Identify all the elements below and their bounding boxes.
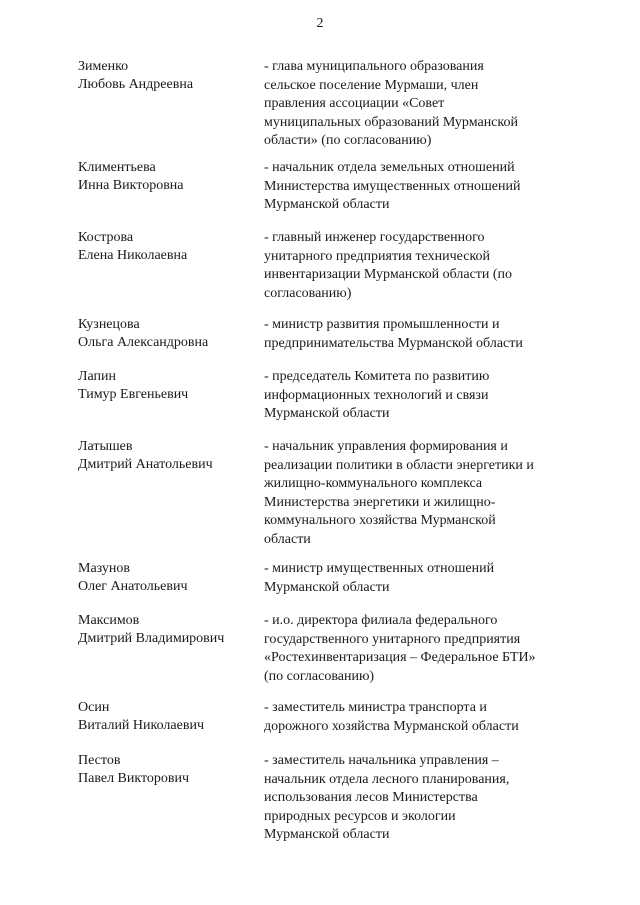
role-line: согласованию) — [264, 285, 352, 301]
role-line: Мурманской области — [264, 406, 390, 421]
role-line: - председатель Комитета по развитию — [264, 369, 490, 384]
role-line: - заместитель начальника управления – — [264, 753, 499, 768]
role-line: области — [264, 531, 311, 547]
member-given-names: Инна Викторовна — [78, 178, 184, 193]
role-line: - и.о. директора филиала федерального — [264, 613, 498, 628]
role-line: - министр имущественных отношений — [264, 561, 495, 576]
member-surname: Мазунов — [78, 561, 131, 576]
member-name — [78, 316, 256, 352]
member-given-names: Тимур Евгеньевич — [78, 387, 189, 402]
role-line: - начальник управления формирования и — [264, 439, 508, 454]
role-line: Министерства имущественных отношений — [264, 178, 521, 194]
member-role — [264, 612, 594, 686]
member-role — [264, 368, 594, 424]
role-line: государственного унитарного предприятия — [264, 631, 521, 647]
role-line: инвентаризации Мурманской области (по — [264, 267, 513, 282]
role-line: - министр развития промышленности и — [264, 317, 500, 332]
member-surname: Климентьева — [78, 160, 156, 175]
member-role — [264, 316, 594, 353]
role-line: Мурманской области — [264, 827, 390, 842]
member-name — [78, 159, 256, 195]
role-line: предпринимательства Мурманской области — [264, 335, 523, 351]
member-surname: Лапин — [78, 369, 117, 384]
role-line: Мурманской области — [264, 197, 390, 212]
member-surname: Максимов — [78, 613, 140, 628]
page-number: 2 — [316, 16, 324, 31]
member-name — [78, 438, 256, 474]
member-given-names: Ольга Александровна — [78, 335, 209, 350]
role-line: реализации политики в области энергетики и — [264, 457, 534, 473]
member-name — [78, 560, 256, 596]
member-name — [78, 58, 256, 94]
member-surname: Осин — [78, 700, 110, 715]
role-line: начальник отдела лесного планирования, — [264, 771, 510, 787]
member-surname: Пестов — [78, 753, 121, 768]
member-surname: Зименко — [78, 59, 129, 74]
member-name — [78, 229, 256, 265]
member-name — [78, 368, 256, 404]
member-role — [264, 560, 594, 597]
role-line: жилищно-коммунального комплекса — [264, 476, 483, 491]
member-given-names: Виталий Николаевич — [78, 718, 204, 733]
member-role — [264, 438, 594, 549]
member-name — [78, 699, 256, 735]
role-line: правления ассоциации «Совет — [264, 96, 445, 111]
role-line: информационных технологий и связи — [264, 387, 489, 403]
role-line: области» (по согласованию) — [264, 133, 432, 148]
role-line: «Ростехинвентаризация – Федеральное БТИ» — [264, 650, 536, 665]
member-given-names: Любовь Андреевна — [78, 77, 194, 92]
role-line: Мурманской области — [264, 579, 390, 595]
role-line: дорожного хозяйства Мурманской области — [264, 718, 519, 734]
role-line: использования лесов Министерства — [264, 790, 478, 805]
role-line: Министерства энергетики и жилищно- — [264, 494, 496, 510]
member-surname: Кострова — [78, 230, 134, 245]
role-line: (по согласованию) — [264, 668, 375, 684]
member-role — [264, 229, 594, 303]
member-given-names: Елена Николаевна — [78, 248, 188, 263]
member-given-names: Дмитрий Владимирович — [78, 631, 225, 646]
member-role — [264, 58, 594, 151]
member-surname: Латышев — [78, 439, 133, 454]
role-line: - главный инженер государственного — [264, 230, 485, 245]
member-name — [78, 612, 256, 648]
role-line: сельское поселение Мурмаши, член — [264, 77, 479, 93]
member-role — [264, 699, 594, 736]
role-line: муниципальных образований Мурманской — [264, 114, 518, 130]
member-surname: Кузнецова — [78, 317, 140, 332]
member-given-names: Олег Анатольевич — [78, 579, 188, 594]
member-role — [264, 159, 594, 215]
role-line: унитарного предприятия технической — [264, 248, 491, 264]
role-line: - заместитель министра транспорта и — [264, 700, 487, 715]
member-name — [78, 752, 256, 788]
member-given-names: Дмитрий Анатольевич — [78, 457, 213, 472]
member-role — [264, 752, 594, 845]
role-line: коммунального хозяйства Мурманской — [264, 513, 496, 528]
member-given-names: Павел Викторович — [78, 771, 190, 786]
role-line: - глава муниципального образования — [264, 59, 484, 74]
role-line: природных ресурсов и экологии — [264, 808, 456, 824]
role-line: - начальник отдела земельных отношений — [264, 160, 515, 175]
